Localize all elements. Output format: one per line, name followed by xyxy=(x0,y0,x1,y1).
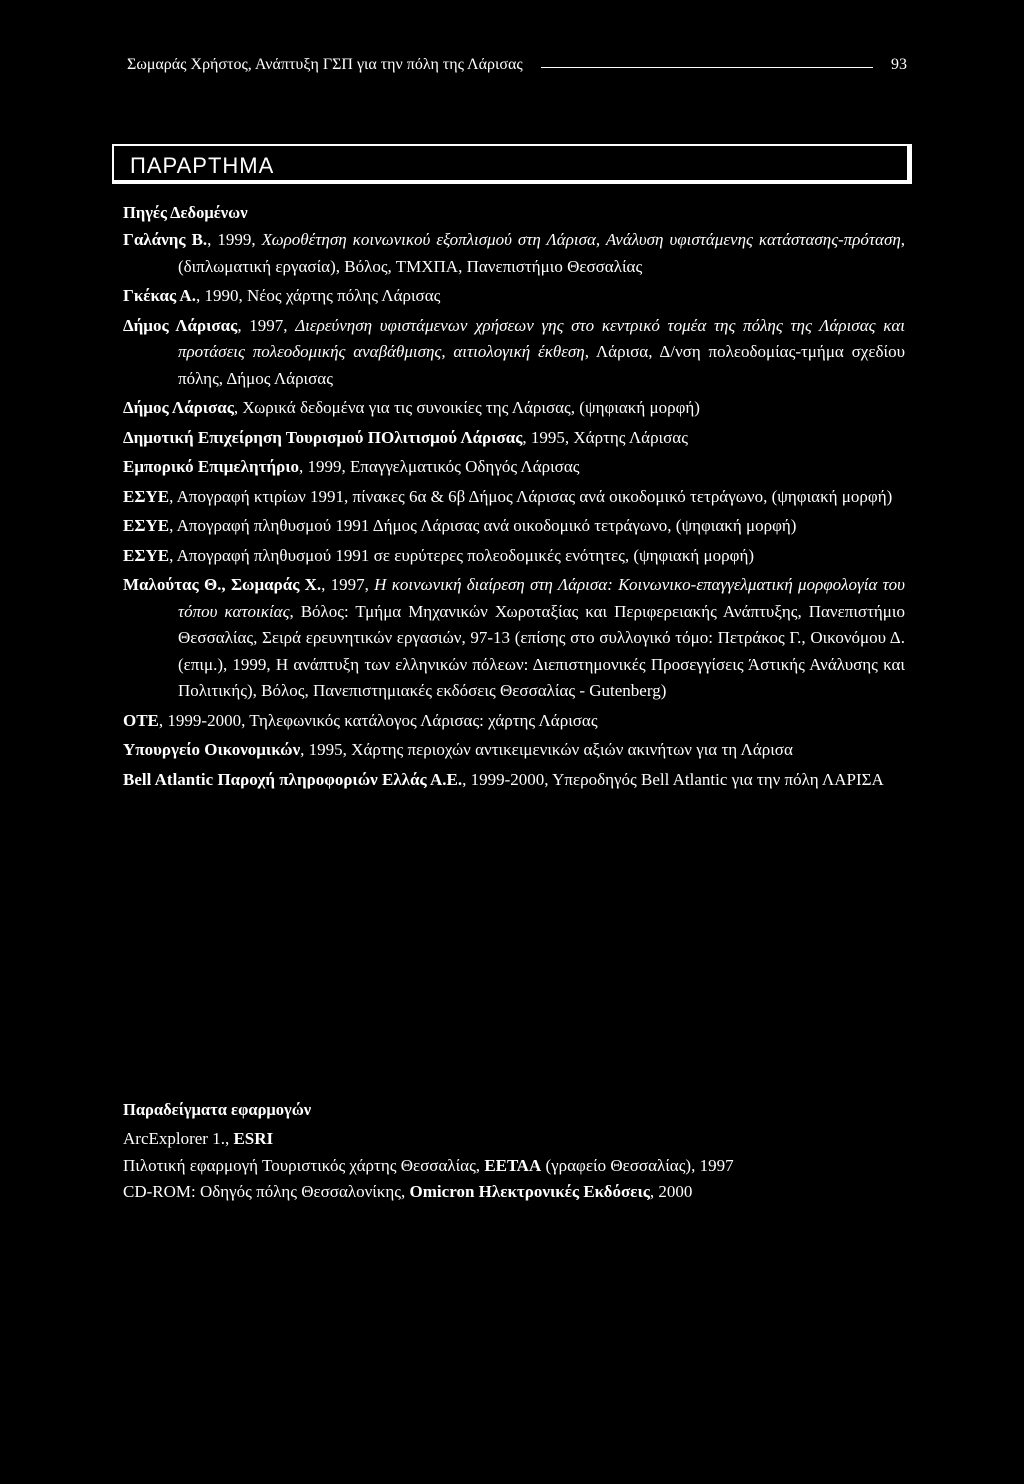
reference-title: Χωροθέτηση κοινωνικού εξοπλισμού στη Λάρισα, Ανάλυση υφιστάμενης κατάστασης-πρόταση xyxy=(261,230,901,249)
reference-title: Διερεύνηση υφιστάμενων χρήσεων γης στο κεντρικό τομέα της πόλης της Λάρισας και προτάσεις πολεοδομικής αναβάθμισης, αιτιολογική έκθεση xyxy=(178,315,906,361)
reference-author: Δήμος Λάρισας xyxy=(123,315,238,335)
reference-author: ΕΣΥΕ xyxy=(123,516,170,535)
reference-title: Η κοινωνική διαίρεση στη Λάρισα: Κοινωνικο-επαγγελματική μορφολογία του τόπου κατοικίας xyxy=(178,575,905,621)
reference-author: ΟΤΕ xyxy=(123,710,159,730)
reference-author: Μαλούτας Θ., Σωμαράς Χ. xyxy=(123,575,322,594)
reference-entry: ΟΤΕ, 1999-2000, Τηλεφωνικός κατάλογος Λάρισας: χάρτης Λάρισας xyxy=(123,710,598,730)
header-rule xyxy=(541,67,873,68)
reference-author: Εμπορικό Επιμελητήριο xyxy=(123,457,300,476)
application-entry: ArcExplorer 1., ESRI xyxy=(123,1129,274,1148)
reference-author: Γαλάνης Β. xyxy=(123,230,208,249)
applications-list xyxy=(123,1126,905,1206)
reference-author: Bell Atlantic Παροχή πληροφοριών Ελλάς Α.Ε. xyxy=(123,769,463,789)
application-entry: Πιλοτική εφαρμογή Τουριστικός χάρτης Θεσσαλίας, ΕΕΤΑΑ (γραφείο Θεσσαλίας), 1997 xyxy=(123,1155,734,1175)
reference-author: Δήμος Λάρισας xyxy=(123,398,234,417)
references-list xyxy=(123,227,905,793)
reference-entry: ΕΣΥΕ, Απογραφή πληθυσμού 1991 σε ευρύτερες πολεοδομικές ενότητες, (ψηφιακή μορφή) xyxy=(123,545,755,565)
appendix-banner xyxy=(112,144,912,184)
applications-heading: Παραδείγματα εφαρμογών xyxy=(123,1100,312,1119)
reference-entry: Υπουργείο Οικονομικών, 1995, Χάρτης περιοχών αντικειμενικών αξιών ακινήτων για τη Λάρισα xyxy=(123,740,793,759)
reference-entry: ΕΣΥΕ, Απογραφή κτιρίων 1991, πίνακες 6α & 6β Δήμος Λάρισας ανά οικοδομικό τετράγωνο, (ψηφιακή μορφή) xyxy=(123,486,893,506)
reference-entry: Bell Atlantic Παροχή πληροφοριών Ελλάς Α.Ε., 1999-2000, Υπεροδηγός Bell Atlantic για την πόλη ΛΑΡΙΣΑ xyxy=(123,769,884,789)
reference-author: Υπουργείο Οικονομικών xyxy=(123,740,301,759)
reference-author: ΕΣΥΕ xyxy=(123,545,170,565)
reference-author: Γκέκας Α. xyxy=(123,286,196,305)
reference-entry: Μαλούτας Θ., Σωμαράς Χ., 1997, Η κοινωνική διαίρεση στη Λάρισα: Κοινωνικο-επαγγελματική μορφολογία του τόπου κατοικίας, Βόλος: Τμήμα Μηχανικών Χωροταξίας και Περιφερειακής Ανάπτυξης, Πανεπιστήμιο Θεσσαλίας, Σειρά ερευνητικών εργασιών, 97-13 (επίσης στο συλλογικό τόμο: Πετράκος Γ., Οικονόμου Δ. (επιμ.), 1999, Η ανάπτυξη των ελληνικών πόλεων: Διεπιστημονικές Προσεγγίσεις Άστικής Ανάλυσης και Πολιτικής), Βόλος, Πανεπιστημιακές εκδόσεις Θεσσαλίας - Gutenberg) xyxy=(123,575,905,700)
reference-author: ΕΣΥΕ xyxy=(123,486,170,506)
running-header xyxy=(127,44,907,74)
reference-entry: Εμπορικό Επιμελητήριο, 1999, Επαγγελματικός Οδηγός Λάρισας xyxy=(123,457,580,476)
page-number: 93 xyxy=(891,56,907,73)
sources-heading: Πηγές Δεδομένων xyxy=(123,203,248,222)
reference-entry: Δημοτική Επιχείρηση Τουρισμού ΠΟλιτισμού Λάρισας, 1995, Χάρτης Λάρισας xyxy=(123,427,688,447)
reference-entry: ΕΣΥΕ, Απογραφή πληθυσμού 1991 Δήμος Λάρισας ανά οικοδομικό τετράγωνο, (ψηφιακή μορφή) xyxy=(123,516,797,535)
application-entry: CD-ROM: Οδηγός πόλης Θεσσαλονίκης, Omicron Ηλεκτρονικές Εκδόσεις, 2000 xyxy=(123,1182,693,1201)
running-title: Σωμαράς Χρήστος, Ανάπτυξη ΓΣΠ για την πόλη της Λάρισας xyxy=(127,56,523,73)
reference-entry: Γαλάνης Β., 1999, Χωροθέτηση κοινωνικού εξοπλισμού στη Λάρισα, Ανάλυση υφιστάμενης κατάστασης-πρόταση, (διπλωματική εργασία), Βόλος, ΤΜΧΠΑ, Πανεπιστήμιο Θεσσαλίας xyxy=(123,230,906,276)
reference-entry: Γκέκας Α., 1990, Νέος χάρτης πόλης Λάρισας xyxy=(123,286,441,305)
reference-entry: Δήμος Λάρισας, 1997, Διερεύνηση υφιστάμενων χρήσεων γης στο κεντρικό τομέα της πόλης της Λάρισας και προτάσεις πολεοδομικής αναβάθμισης, αιτιολογική έκθεση, Λάρισα, Δ/νση πολεοδομίας-τμήμα σχεδίου πόλης, Δήμος Λάρισας xyxy=(123,315,906,388)
reference-author: Δημοτική Επιχείρηση Τουρισμού ΠΟλιτισμού Λάρισας xyxy=(123,427,523,447)
reference-entry: Δήμος Λάρισας, Χωρικά δεδομένα για τις συνοικίες της Λάρισας, (ψηφιακή μορφή) xyxy=(123,398,700,417)
appendix-title: ΠΑΡΑΡΤΗΜΑ xyxy=(130,153,275,178)
